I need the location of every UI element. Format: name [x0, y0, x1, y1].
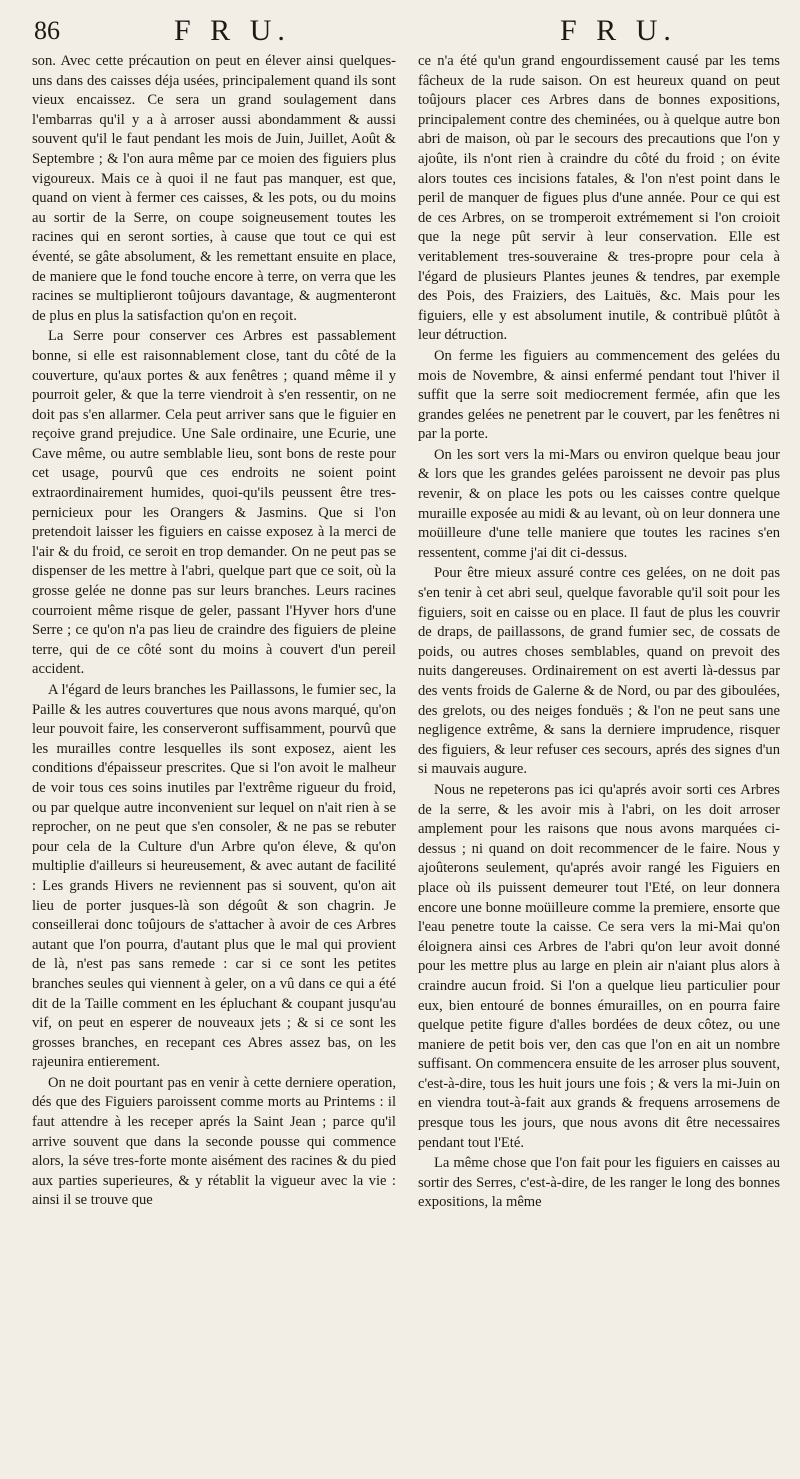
- right-column: [418, 52, 780, 1213]
- paragraph: On ferme les figuiers au commencement des gelées du mois de Novembre, & ainsi enfermé pendant tout l'hiver il suffit que la serre soit mediocrement fermée, afin que les grandes gelées ne penetrent par le couvert, par les fenêtres ni par la porte.: [418, 347, 780, 443]
- paragraph: On ne doit pourtant pas en venir à cette derniere operation, dés que des Figuiers paroissent comme morts au Printems : il faut attendre à les receper aprés la Saint Jean ; parce qu'il arrive souvent que dans la seconde pousse qui commence alors, la séve tres-forte monte aisément des racines & du pied aux parties superieures, & y rétablit la vigueur avec la vie : ainsi il se trouve que: [32, 1074, 396, 1209]
- paragraph: Nous ne repeterons pas ici qu'aprés avoir sorti ces Arbres de la serre, & les avoir mis à l'abri, on les doit arroser amplement pour les raisons que nous avons marquées ci-dessus ; ni quand on doit recommencer de le faire. Nous y ajoûterons seulement, qu'aprés avoir rangé les Figuiers en place où ils puissent demeurer tout l'Eté, on leur donnera encore une bonne moüilleure comme la premiere, ensorte que l'eau penetre toute la caisse. Ce sera vers la mi-Mai qu'on éloignera ainsi ces Arbres de l'abri qu'on leur avoit donné pour les mettre plus au large en plein air n'aiant plus alors à craindre aucun froid. Si l'on a quelque lieu particulier pour eux, bien entouré de bonnes émurailles, on en pourra faire quelque petite figure d'alles bordées de deux côtez, ou une maniere de petit bois ver, den cas que l'on en ait un nombre suffisant. On commencera ensuite de les arroser plus souvent, c'est-à-dire, tous les huit jours une fois ; & vers la mi-Juin on en viendra tout-à-fait aux grands & frequens arrosemens de presque tous les jours, que nous avons dit être necessaires pendant tout l'Eté.: [418, 781, 780, 1151]
- paragraph: A l'égard de leurs branches les Paillassons, le fumier sec, la Paille & les autres couvertures que nous avons marqué, qu'on leur pouvoit faire, les conserveront suffisamment, pourvû que les murailles contre lesquelles ils sont exposez, aient les conditions d'épaisseur prescrites. Que si l'on avoit le malheur de voir tous ces soins inutiles par l'extrême rigueur du froid, ou par quelque autre inconvenient sur lequel on n'ait rien à se reprocher, on ne peut que s'en consoler, & ne pas se rebuter pour cela de la Culture d'un Arbre qu'on éleve, & qu'on multiplie d'ailleurs si heureusement, & avec autant de facilité : Les grands Hivers ne reviennent pas si souvent, qu'on ait lieu de porter jusques-là son dégoût & son chagrin. Je conseillerai donc toûjours de s'attacher à avoir de ces Arbres autant que l'on pourra, d'autant plus que le mal qui provient de là, n'est pas sans remede : car si ce sont les petites branches seules qui viennent à geler, on a vû dans ce qui a été dit de la Taille comment en les épluchant & coupant jusqu'au vif, on peut en esperer de nouveaux jets ; & si ce sont les grosses branches, en recepant ces Abres assez bas, on les rajeunira entierement.: [32, 682, 396, 1071]
- paragraph: La Serre pour conserver ces Arbres est passablement bonne, si elle est raisonnablement close, tant du côté de la couverture, qu'aux portes & aux fenêtres ; quand même il y pourroit geler, & que la terre viendroit à s'en ressentir, on ne doit pas s'en allarmer. Cela peut arriver sans que le figuier en reçoive grand prejudice. Une Sale ordinaire, une Ecurie, une Cave même, ou autre semblable lieu, sont bons de reste pour cet usage, pourvû que ces endroits ne soient point extraordinairement humides, quoi-qu'ils peussent être tres-pernicieux pour les Orangers & Jasmins. Que si l'on pretendoit laisser les figuiers en caisse exposez à la merci de l'air & du froid, ce seroit en trop demander. On ne peut pas se dispenser de les mettre à l'abri, quelque part que ce soit, où la grosse gelée ne donne pas sur leurs branches. Leurs racines courroient même risque de geler, passant l'Hyver hors d'une Serre ; ce qu'on n'a pas lieu de craindre des figuiers de pleine terre, qui de ce côté sont du moins à couvert d'un pereil accident.: [32, 328, 396, 678]
- paragraph: son. Avec cette précaution on peut en élever ainsi quelques-uns dans des caisses déja usées, principalement quand ils sont vieux encaissez. Ce sera un grand soulagement dans l'embarras qu'il y a à arroser aussi abondamment & aussi souvent qu'il le faut pendant les mois de Juin, Juillet, Août & Septembre ; & l'on aura même par ce moien des figuiers plus vigoureux. Mais ce à quoi il ne faut pas manquer, est que, quand on vient à fermer ces caisses, & les pots, ou du moins au sortir de la Serre, on coupe soigneusement toutes les racines qui en seront sorties, à cause que tout ce qui est éventé, se gâte absolument, & les remettant ensuite en place, de maniere que le fond touche encore à terre, on verra que les racines se multiplieront toûjours davantage, & augmenteront de plus en plus la satisfaction qu'on en reçoit.: [32, 53, 396, 324]
- running-head-right: F R U.: [560, 14, 677, 47]
- page-number: 86: [34, 16, 60, 45]
- paragraph: La même chose que l'on fait pour les figuiers en caisses au sortir des Serres, c'est-à-dire, de les ranger le long des bonnes expositions, la même: [418, 1155, 780, 1211]
- page-header: [0, 14, 800, 54]
- left-column: [32, 52, 396, 1211]
- running-head-left: F R U.: [174, 14, 291, 47]
- paragraph: On les sort vers la mi-Mars ou environ quelque beau jour & lors que les grandes gelées paroissent ne devoir pas plus revenir, & on place les pots ou les caisses contre quelque muraille exposée au midi & au levant, où on leur donnera une moüilleure d'une telle maniere que toutes les racines s'en ressentent, comme j'ai dit ci-dessus.: [418, 446, 780, 561]
- paragraph: Pour être mieux assuré contre ces gelées, on ne doit pas s'en tenir à cet abri seul, quelque favorable qu'il soit pour les figuiers, soit en caisse ou en place. Il faut de plus les couvrir de draps, de paillassons, de grand fumier sec, de cossats de poids, ou autres choses semblables, quand on prevoit des nuits dangereuses. Ordinairement on est averti là-dessus par des vents froids de Galerne & de Nord, ou par des giboulées, des grelots, ou des neiges fonduës ; & l'on ne peut sans une negligence extrême, & sans la derniere imprudence, risquer des figuiers, & leur refuser ces secours, aprés des signes d'un si mauvais augure.: [418, 565, 780, 778]
- paragraph: ce n'a été qu'un grand engourdissement causé par les tems fâcheux de la rude saison. On est heureux quand on peut toûjours placer ces Arbres dans de bonnes expositions, principalement contre des cheminées, ou à quelque autre bon abri de maison, où par le secours des precautions que l'on y ajoûte, ils n'ont rien à craindre du côté du froid ; on évite alors toutes ces incisions fatales, & l'on n'est point dans le peril de manquer de figues plus d'une année. Pour ce qui est de ces Arbres, on se tromperoit extrémement si l'on croioit que la nege pût servir à leur conservation. Elle est veritablement tres-souveraine & tres-propre pour cela à l'égard de plusieurs Plantes jeunes & tendres, par exemple des Pois, des Fraiziers, des Laituës, &c. Mais pour les figuiers, elle y est absolument inutile, & contribuë plûtôt à leur détruction.: [418, 53, 780, 344]
